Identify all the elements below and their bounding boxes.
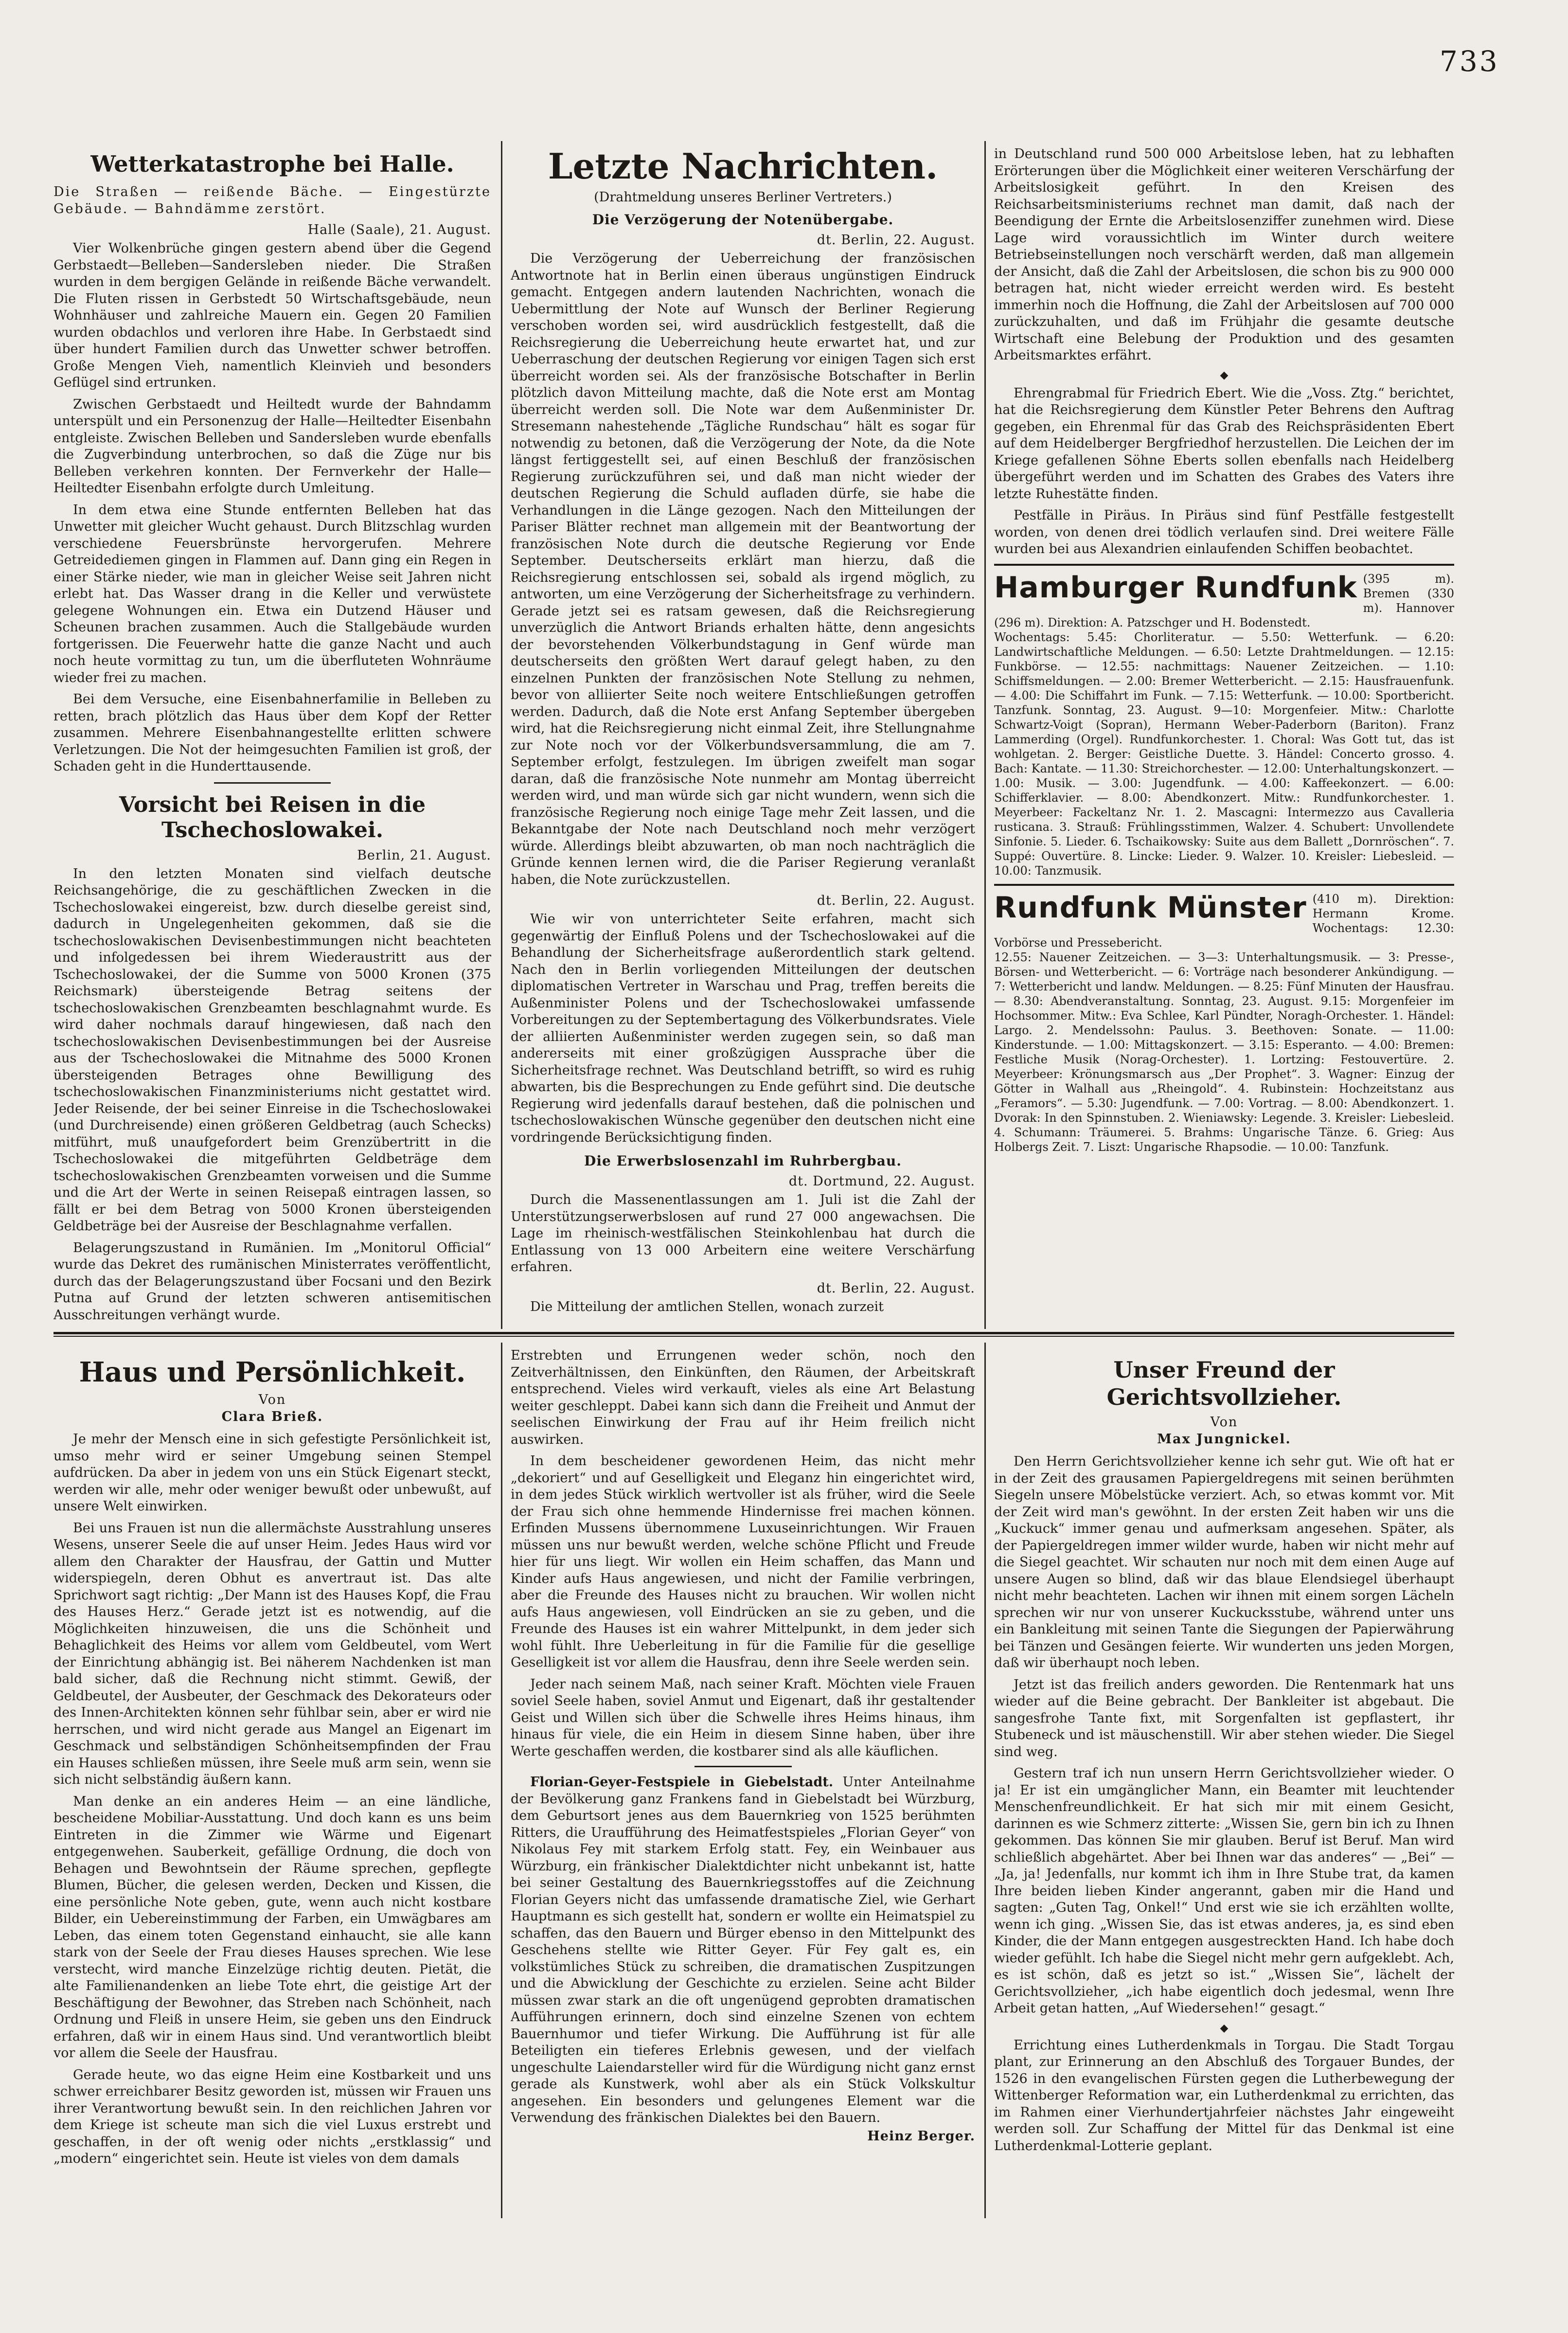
article-paragraph: Wie wir von unterrichteter Seite erfahren, macht sich gegenwärtig der Einfluß Polens und der Tschechoslowakei auf die Behandlung der Sicherheitsfrage außerordentlich stark geltend. Nach den in Berlin vorliegenden Mitteilungen der deutschen diplomatischen Vertreter in Warschau und Prag, treffen bereits die Außenminister Polens und der Tschechoslowakei umfassende Vorbereitungen zu der Septembertagung des Völkerbundsrates. Viele der alliierten Außenminister werden zugegen sein, so daß man andererseits mit einer großzügigen Aussprache über die Sicherheitsfrage rechnet. Was Deutschland betrifft, so wird es ruhig abwarten, bis die Besprechungen zu Ende geführt sind. Die deutsche Regierung wird jedenfalls darauf bestehen, daß die polnischen und tschechoslowakischen Wünsche gegenüber den deutschen nicht eine vordringende Berücksichtigung finden. <box>511 912 975 1145</box>
radio-program: Wochentags: 5.45: Chorliteratur. — 5.50: Wetterfunk. — 6.20: Landwirtschaftliche Meldungen. — 6.50: Letzte Drahtmeldungen. — 12.15: Funkbörse. — 12.55: nachmittags: Nauener Zeitzeichen. — 1.10: Schiffsmeldungen. — 2.00: Bremer Wetterbericht. — 2.15: Hausfrauenfunk. — 4.00: Die Schiffahrt im Funk. — 7.15: Wetterfunk. — 10.00: Sportbericht. Tanzfunk. Sonntag, 23. August. 9—10: Morgenfeier. Mitw.: Charlotte Schwartz-Voigt (Sopran), Hermann Weber-Paderborn (Bariton). Franz Lammerding (Orgel). Rundfunkorchester. 1. Choral: Was Gott tut, das ist wohlgetan. 2. Berger: Geistliche Duette. 3. Händel: Concerto grosso. 4. Bach: Kantate. — 11.30: Streichorchester. — 12.00: Unterhaltungskonzert. — 1.00: Musik. — 3.00: Jugendfunk. — 4.00: Kaffeekonzert. — 6.00: Schifferklavier. — 8.00: Abendkonzert. Mitw.: Rundfunkorchester. 1. Meyerbeer: Fackeltanz Nr. 1. 2. Mascagni: Intermezzo aus Cavalleria rusticana. 3. Strauß: Frühlingsstimmen, Walzer. 4. Schubert: Unvollendete Sinfonie. 5. Lieder. 6. Tschaikowsky: Suite aus dem Ballett „Dornröschen“. 7. Suppé: Ouvertüre. 8. Lincke: Lieder. 9. Walzer. 10. Kreisler: Liebesleid. — 10.00: Tanzmusik. <box>994 630 1454 878</box>
section-divider <box>53 1332 1454 1334</box>
article-paragraph: In dem bescheidener gewordenen Heim, das nicht mehr „dekoriert“ und auf Geselligkeit und Eleganz hin eingerichtet wird, in dem jedes Stück wirklich wertvoller ist als früher, wird die Seele der Frau sich ohne hemmende Hindernisse frei machen können. Erfinden Mussens übernommene Luxuseinrichtungen. Wir Frauen müssen uns nur bewußt werden, welche schöne Pflicht und Freude hier für uns liegt. Wir wollen ein Heim schaffen, das Mann und Kinder aufs Haus angewiesen, und nicht der Familie verbringen, aber die Freunde des Hauses nicht zu brauchen. Wir wollen nicht aufs Haus angewiesen, voll Eindrücken an sie zu geben, und die Freunde des Hauses ist ein wahrer Mittelpunkt, in dem jeder sich wohl fühlt. Ihre Ueberleitung in für die Familie für die gesellige Geselligkeit ist vor allem die Hausfrau, denn ihre Seele werden sein. <box>511 1454 975 1670</box>
article-paragraph: Die Mitteilung der amtlichen Stellen, wonach zurzeit <box>530 1299 884 1314</box>
radio-meta: (395 m). Bremen (330 m). Hannover (296 m). Direktion: A. Patzschger und H. Bodenstedt. <box>994 572 1454 629</box>
radio-title: Hamburger Rundfunk <box>994 571 1357 605</box>
subheadline-wire: (Drahtmeldung unseres Berliner Vertreters.) <box>594 190 892 205</box>
signature: Heinz Berger. <box>867 2128 975 2144</box>
article-paragraph: Belagerungszustand in Rumänien. Im „Monitorul Official“ wurde das Dekret des rumänischen Ministerrates veröffentlicht, durch das der Belagerungszustand über Focsani und den Bezirk Putna auf Grund der letzten schweren antisemitischen Ausschreitungen verhängt wurde. <box>53 1240 491 1323</box>
article-paragraph: Jeder nach seinem Maß, nach seiner Kraft. Möchten viele Frauen soviel Seele haben, soviel Anmut und Eigenart, daß ihr gestaltender Geist und Willen sich über die Schwelle ihres Heims hinaus, ihm hinaus für viele, die ein Heim in diesem Sinne haben, über ihre Werte geschaffen werden, die kostbarer sind als alle käuflichen. <box>511 1676 975 1759</box>
page-number: 733 <box>1440 45 1499 78</box>
byline-von: Von <box>1210 1415 1238 1430</box>
radio-program: 12.55: Nauener Zeitzeichen. — 3—3: Unterhaltungsmusik. — 3: Presse-, Börsen- und Wetterbericht. — 6: Vorträge nach besonderer Ankündigung. — 7: Wetterbericht und landw. Meldungen. — 8.25: Fünf Minuten der Hausfrau. — 8.30: Abendveranstaltung. Sonntag, 23. August. 9.15: Morgenfeier im Hochsommer. Mitw.: Eva Schlee, Karl Pündter, Noragh-Orchester. 1. Händel: Largo. 2. Mendelssohn: Paulus. 3. Beethoven: Sonate. — 11.00: Kinderstunde. — 1.00: Mittagskonzert. — 3.15: Esperanto. — 4.00: Bremen: Festliche Musik (Norag-Orchester). 1. Lortzing: Festouvertüre. 2. Meyerbeer: Krönungsmarsch aus „Der Prophet“. 3. Wagner: Einzug der Götter in Walhall aus „Rheingold“. 4. Rubinstein: Hochzeitstanz aus „Feramors“. — 5.30: Jugendfunk. — 7.00: Vortrag. — 8.00: Abendkonzert. 1. Dvorak: In den Spinnstuben. 2. Wieniawsky: Legende. 3. Kreisler: Liebesleid. 4. Schumann: Träumerei. 5. Brahms: Ungarische Tänze. 6. Grieg: Aus Holbergs Zeit. 7. Liszt: Ungarische Rhapsodie. — 10.00: Tanzfunk. <box>994 950 1454 1154</box>
section-title: Die Verzögerung der Notenübergabe. <box>592 212 894 228</box>
column-rule <box>501 141 502 1329</box>
column-1 <box>53 146 491 1328</box>
article-paragraph: Erstrebten und Errungenen weder schön, noch den Zeitverhältnissen, den Einkünften, den Räumen, der Arbeitskraft entsprechend. Vieles wird verkauft, vieles als eine Art Belastung weiter geschleppt. Dabei kann sich dann die Freiheit und Anmut der seelischen Einwirkung der Frau auf ihr Heim freilich nicht auswirken. <box>511 1348 975 1447</box>
festival-article <box>511 1774 975 2127</box>
headline-house: Haus und Persönlichkeit. <box>79 1356 466 1388</box>
article-paragraph: Gestern traf ich nun unsern Herrn Gerichtsvollzieher wieder. O ja! Er ist ein umgänglicher Mann, ein Beamter mit leuchtender Menschenfreundlichkeit. Er hat sich mir mit einem Gesicht, darinnen es wie Schmerz zitterte: „Wissen Sie, gern bin ich zu Ihnen gekommen. Das können Sie mir glauben. Beruf ist Beruf. Man wird schließlich abgehärtet. Aber bei Ihnen war das anderes“ — „Bei“ — „Ja, ja! Jedenfalls, nur kommt ich ihm in Ihre Stube trat, da kamen Ihre beiden lieben Kinder angerannt, gaben mir die Hand und sagten: „Guten Tag, Onkel!“ Und erst wie sie ich erzählten wollte, wenn ich ging. „Wissen Sie, das ist etwas anderes, ja, es sind eben Kinder, die der Mann entgegen ausgestreckten Hand. Ich habe doch wieder gefühlt. Ich habe die Siegel nicht mehr gern aufgeklebt. Ach, es ist schön, daß es jetzt so ist.“ „Wissen Sie“, lächelt der Gerichtsvollzieher, „ich habe eigentlich doch jedesmal, wenn Ihre Arbeit getan hatten, „Auf Wiedersehen!“ gesagt.“ <box>994 1766 1454 2016</box>
box-rule <box>994 564 1454 566</box>
article-paragraph: Bei dem Versuche, eine Eisenbahnerfamilie in Belleben zu retten, brach plötzlich das Haus über dem Kopf der Retter zusammen. Mehrere Eisenbahnangestellte erlitten schwere Verletzungen. Die Not der heimgesuchten Familien ist groß, der Schaden geht in die Hunderttausende. <box>53 692 491 774</box>
headline-weather: Wetterkatastrophe bei Halle. <box>90 151 454 177</box>
article-paragraph: Pestfälle in Piräus. In Piräus sind fünf Pestfälle festgestellt worden, von denen drei tödlich verlaufen sind. Drei weitere Fälle wurden bei aus Alexandrien einlaufenden Schiffen beobachtet. <box>994 508 1454 556</box>
radio-muenster <box>994 892 1454 1154</box>
article-paragraph: Den Herrn Gerichtsvollzieher kenne ich sehr gut. Wie oft hat er in der Zeit des grausamen Papiergeldregens mit seinen berühmten Siegeln unsere Möbelstücke verziert. Ach, so etwas kommt vor. Mit der Zeit wird man's gewöhnt. In der ersten Zeit haben wir uns die „Kuckuck“ immer genau und aufmerksam angesehen. Später, als der Papiergeldregen immer wilder wurde, haben wir nicht mehr auf die Siegel geachtet. Wir schauten nur noch mit dem einen Auge auf unsere Augen so blind, daß wir das blaue Elendsiegel überhaupt nicht mehr beachteten. Lachen wir ihnen mit einem sorgen Lächeln sprechen wir nur von unserer Kuckucksstube, während unter uns ein Bankleitung mit seinen Tante die Siegungen der Papierwährung bei Tänzen und Gesängen feierte. Wir wunderten uns jeden Morgen, daß wir überhaupt noch leben. <box>994 1454 1454 1670</box>
author-name: Clara Brieß. <box>221 1409 323 1424</box>
article-paragraph: Durch die Massenentlassungen am 1. Juli ist die Zahl der Unterstützungserwerbslosen auf rund 27 000 angewachsen. Die Lage im rheinisch-westfälischen Steinkohlenbau hat durch die Entlassung von 13 000 Arbeitern eine weitere Verschärfung erfahren. <box>511 1192 975 1274</box>
article-paragraph: Zwischen Gerbstaedt und Heiltedt wurde der Bahndamm unterspült und ein Personenzug der Halle—Heiltedter Eisenbahn entgleiste. Zwischen Belleben und Sandersleben wurde ebenfalls die Zugverbindung unterbrochen, so daß die Züge nur bis Belleben verkehren konnten. Der Fernverkehr der Halle—Heiltedter Eisenbahn erfolgte durch Umleitung. <box>53 396 491 496</box>
dateline: dt. Berlin, 22. August. <box>817 1280 975 1296</box>
dateline-travel: Berlin, 21. August. <box>357 847 491 863</box>
article-paragraph: In dem etwa eine Stunde entfernten Belleben hat das Unwetter mit gleicher Wucht gehaust. Durch Blitzschlag wurden verschiedene Feuersbrünste hervorgerufen. Mehrere Getreidediemen gingen in Flammen auf. Dann ging ein Regen in einer Stärke nieder, wie man in gleicher Weise seit Jahren nicht erlebt hat. Das Wasser drang in die Keller und verwüstete gelegene Wohnungen ein. Etwa ein Dutzend Häuser und Scheunen brachen zusammen. Auch die Stallgebäude wurden fortgerissen. Die Feuerwehr hatte die ganze Nacht und auch noch heute vormittag zu tun, um die überfluteten Wohnräume wieder frei zu machen. <box>53 502 491 685</box>
feuilleton-column-2 <box>511 1347 975 2218</box>
box-rule <box>994 884 1454 886</box>
article-paragraph: Die Verzögerung der Ueberreichung der französischen Antwortnote hat in Berlin einen überaus ungünstigen Eindruck gemacht. Entgegen andern lautenden Nachrichten, wonach die Uebermittlung der Note auf Wunsch der Berliner Regierung verschoben worden sei, wird ausdrücklich festgestellt, daß die Reichsregierung die Ueberreichung heute erwartet hat, und zur Ueberraschung der deutschen Regierung vor einigen Tagen sich erst überreicht worden sei. Als der französische Botschafter in Berlin plötzlich davon Mitteilung machte, daß die Note erst am Montag überreicht werden soll. Die Note war dem Außenminister Dr. Stresemann nahestehende „Tägliche Rundschau“ hält es sogar für notwendig zu betonen, daß die Verzögerung der Note, da die Note längst fertiggestellt sei, auf einen Beschluß der französischen Regierung zurückzuführen sei, und daß man nicht wieder der deutschen Regierung die Schuld aufladen dürfe, sie habe die Verhandlungen in die Länge gezogen. Nach den Mitteilungen der Pariser Blätter rechnet man allgemein mit der Beantwortung der französischen Note durch die deutsche Regierung vor Ende September. Deutscherseits erklärt man hierzu, daß die Reichsregierung entschlossen sei, sobald als irgend möglich, zu antworten, um eine Verzögerung der Sicherheitsfrage zu verhindern. Gerade jetzt sei es ratsam gewesen, daß die Reichsregierung unverzüglich die Antwort Briands erhalten hätte, denn angesichts der bevorstehenden Völkerbundstagung in Genf würde man deutscherseits den größten Wert darauf gelegt haben, zu den einzelnen Punkten der französischen Note Stellung zu nehmen, bevor von alliierter Seite noch weitere Entschließungen getroffen werden. Dadurch, daß die Note erst Anfang September übergeben wird, hat die Reichsregierung nicht einmal Zeit, ihre Stellungnahme zur Note noch vor der Völkerbundsversammlung, die am 7. September erfolgt, festzulegen. Im übrigen zweifelt man sogar daran, daß die französische Note nunmehr am Montag überreicht werden wird, und man würde sich gar nicht wundern, wenn sich die französische Regierung noch einige Tage mehr Zeit lassen, und die Bekanntgabe der Note nach Deutschland noch mehr verzögert würde. Allerdings bleibt abzuwarten, ob man noch nachträglich die Gründe kennen lernen wird, die die Pariser Regierung veranlaßt haben, die Note zurückzustellen. <box>511 251 975 887</box>
feuilleton-column-1 <box>53 1347 491 2218</box>
section-title: Die Erwerbslosenzahl im Ruhrbergbau. <box>584 1153 902 1169</box>
festival-title: Florian-Geyer-Festspiele in Giebelstadt. <box>530 1775 834 1790</box>
subhead-weather: Die Straßen — reißende Bäche. — Eingestürzte Gebäude. — Bahndämme zerstört. <box>53 184 491 216</box>
column-rule <box>501 1343 502 2218</box>
separator-rule <box>695 1766 792 1767</box>
article-paragraph: Gerade heute, wo das eigne Heim eine Kostbarkeit und uns schwer erreichbarer Besitz geworden ist, müssen wir Frauen uns ihrer Verantwortung bewußt sein. In den reichlichen Jahren vor dem Kriege ist scheute man sich die viel Luxus erstrebt und geschaffen, in der oft wenig oder nichts „erstklassig“ und „modern“ eingerichtet sein. Heute ist vieles von dem damals <box>53 2067 491 2166</box>
dateline-weather: Halle (Saale), 21. August. <box>307 222 491 237</box>
article-paragraph: Vier Wolkenbrüche gingen gestern abend über die Gegend Gerbstaedt—Belleben—Sandersleben nieder. Die Straßen wurden in dem bergigen Gelände in reißende Bäche verwandelt. Die Fluten rissen in Gerbstedt 50 Wirtschaftsgebäude, neun Wohnhäuser und zahlreiche Mauern ein. Gegen 20 Familien wurden obdachlos und verloren ihre Habe. In Gerbstaedt sind über hundert Familien durch das Unwetter schwer betroffen. Große Mengen Vieh, namentlich Kleinvieh und besonders Geflügel sind ertrunken. <box>53 241 491 390</box>
article-paragraph: Je mehr der Mensch eine in sich gefestigte Persönlichkeit ist, umso mehr wird er seiner Umgebung seinen Stempel aufdrücken. Da aber in jedem von uns ein Stück Eigenart steckt, werden wir alle, mehr oder weniger bewußt oder unbewußt, auf unsere Welt einwirken. <box>53 1432 491 1514</box>
article-paragraph: in Deutschland rund 500 000 Arbeitslose leben, hat zu lebhaften Erörterungen über die Möglichkeit einer weiteren Verschärfung der Arbeitslosigkeit geführt. In den Kreisen des Reichsarbeitsministeriums rechnet man damit, daß nach der Beendigung der Ernte die Arbeitslosenziffer zunehmen wird. Diese Lage wird voraussichtlich im Winter durch weitere Betriebseinstellungen noch verschärft werden, daß man allgemein der Ansicht, daß die Zahl der Arbeitslosen, die schon bis zu 900 000 betragen hat, nicht wieder erreicht werden wird. Es besteht immerhin noch die Hoffnung, die Zahl der Arbeitslosen auf 700 000 zurückzuhalten, und daß im Frühjahr die gesamte deutsche Wirtschaft eine Belebung der Produktion und des gesamten Arbeitsmarktes erfährt. <box>994 146 1454 363</box>
festival-text: Unter Anteilnahme der Bevölkerung ganz Frankens fand in Giebelstadt bei Würzburg, dem Geburtsort jenes aus dem Bauernkrieg von 1525 berühmten Ritters, die Uraufführung des Heimatfestspieles „Florian Geyer“ von Nikolaus Fey mit starkem Erfolg statt. Fey, ein Weinbauer aus Würzburg, ein fränkischer Dialektdichter nicht unbekannt ist, hatte bei seiner Gestaltung des Bauernkriegsstoffes auf die Zeichnung Florian Geyers nicht das umfassende dramatische Ziel, wie Gerhart Hauptmann es sich gestellt hat, sondern er wollte ein Heimatspiel zu schaffen, das den Bauern und Bürger ebenso in den Mittelpunkt des Geschehens stellte wie Ritter Geyer. Für Fey galt es, ein volkstümliches Stück zu schreiben, die dramatischen Zuspitzungen und die Abwicklung der Geschichte zu erzielen. Seine acht Bilder müssen zwar stark an die oft ungenügend geprobten dramatischen Aufführungen erinnern, doch sind einzelne Szenen von echtem Bauernhumor und tiefer Wirkung. Die Aufführung ist für alle Beteiligten ein tieferes Erlebnis gewesen, und der vielfach ungeschulte Laiendarsteller wird für die Würdigung nicht ganz ernst gerade als Kunstwerk, wohl aber als ein Stück Volkskultur angesehen. Ein besonders und gelungenes Element war die Verwendung des fränkischen Dialektes bei den Bauern. <box>511 1775 975 2125</box>
headline-latest-news: Letzte Nachrichten. <box>548 146 938 187</box>
article-paragraph: Bei uns Frauen ist nun die allermächste Ausstrahlung unseres Wesens, unserer Seele die auf unser Heim. Jedes Haus wird vor allem den Charakter der Hausfrau, der Gattin und Mutter widerspiegeln, deren Obhut es anvertraut ist. Das alte Sprichwort sagt richtig: „Der Mann ist des Hauses Kopf, die Frau des Hauses Herz.“ Gerade jetzt ist es notwendig, auf die Möglichkeiten hinzuweisen, die uns die Schönheit und Behaglichkeit des Heims vor allem vom Geldbeutel, vom Wert der Einrichtung abhängig ist. Bei näherem Nachdenken ist man bald sicher, daß die Rechnung nicht stimmt. Gewiß, der Geldbeutel, der Ausbeuter, der Geschmack des Dekorateurs oder des Innen-Architekten können sehr fühlbar sein, aber er wird nie herrschen, und wird nicht gerade aus Mangel an Eigenart im Geschmack und selbständigen Schönheitsempfinden der Frau ein Hauses schließen müssen, ihre Seele muß arm sein, wenn sie sich nicht selbständig äußern kann. <box>53 1520 491 1787</box>
dateline: dt. Dortmund, 22. August. <box>788 1174 975 1189</box>
dateline: dt. Berlin, 22. August. <box>817 893 975 908</box>
headline-bailiff: Unser Freund der Gerichtsvollzieher. <box>1106 1357 1342 1410</box>
byline-von: Von <box>258 1392 286 1407</box>
radio-meta: (410 m). Direktion: Hermann Krome. Wochentags: 12.30: Vorbörse und Pressebericht. <box>994 892 1454 950</box>
article-paragraph: Errichtung eines Lutherdenkmals in Torgau. Die Stadt Torgau plant, zur Erinnerung an den Abschluß des Torgauer Bundes, der 1526 in den evangelischen Fürsten gegen die Lutherbewegung der Wittenberger Reformation war, ein Lutherdenkmal zu errichten, das im Rahmen einer Vierhundertjahrfeier nächstes Jahr eingeweiht werden soll. Zur Schaffung der Mittel für das Denkmal ist eine Lutherdenkmal-Lotterie geplant. <box>994 2037 1454 2154</box>
ornament-divider: ◆ <box>1220 2022 1229 2034</box>
feuilleton-column-3 <box>994 1347 1454 2218</box>
column-rule <box>984 141 986 1329</box>
radio-title: Rundfunk Münster <box>994 891 1307 925</box>
headline-travel: Vorsicht bei Reisen in die Tschechoslowakei. <box>119 792 426 843</box>
radio-hamburg <box>994 572 1454 878</box>
ornament-divider: ◆ <box>1220 369 1229 381</box>
article-paragraph: Jetzt ist das freilich anders geworden. Die Rentenmark hat uns wieder auf die Beine gebracht. Der Bankleiter ist abgebaut. Die sangesfrohe Tante fixt, mit Sorgenfalten ist gepflastert, ihr Stubeneck und ist mäuschenstill. Wir aber stehen wieder. Die Siegel sind weg. <box>994 1677 1454 1759</box>
article-paragraph: Man denke an ein anderes Heim — an eine ländliche, bescheidene Mobiliar-Ausstattung. Und doch kann es uns beim Eintreten in die Zimmer wie Wärme und Eigenart entgegenwehen. Sauberkeit, gefällige Ordnung, die doch von Behagen und Bewohntsein der Räume sprechen, gepflegte Blumen, Bücher, die gelesen werden, Decken und Kissen, die eine persönliche Note geben, gute, wenn auch nicht kostbare Bilder, ein Uebereinstimmung der Farben, ein Umwägbares am Leben, das einem toten Gegenstand einhaucht, sie alle kann stark von der Seele der Frau dieses Hauses sprechen. Wie lese verstecht, wird manche Einzelzüge richtig deuten. Pietät, die alte Familienandenken an liebe Tote ehrt, die geistige Art der Beschäftigung der Bewohner, das Streben nach Schönheit, nach Ordnung und Fleiß in unsere Heim, sie geben uns den Eindruck erfahren, daß wir in einem Haus sind. Und verantwortlich bleibt vor allem die Seele der Hausfrau. <box>53 1794 491 2061</box>
column-2 <box>511 146 975 1328</box>
column-rule <box>984 1343 986 2218</box>
column-3 <box>994 146 1454 1328</box>
section-divider <box>53 1336 1454 1337</box>
author-name: Max Jungnickel. <box>1157 1432 1291 1447</box>
dateline: dt. Berlin, 22. August. <box>817 233 975 248</box>
article-paragraph: In den letzten Monaten sind vielfach deutsche Reichsangehörige, die zu geschäftlichen Zwecken in die Tschechoslowakei eingereist, bzw. durch dieselbe gereist sind, dadurch in Ungelegenheiten gekommen, daß sie die tschechoslowakischen Devisenbestimmungen nicht beachteten und infolgedessen bei ihrem Wiederaustritt aus der Tschechoslowakei, der die Summe von 5000 Kronen (375 Reichsmark) übersteigende Betrag seitens der tschechoslowakischen Grenzbeamten beschlagnahmt wurde. Es wird daher nochmals darauf hingewiesen, daß nach den tschechoslowakischen Devisenbestimmungen bei der Ausreise aus der Tschechoslowakei die Mitnahme des 5000 Kronen übersteigenden Betrages ohne Bewilligung des tschechoslowakischen Finanzministeriums nicht gestattet wird. Jeder Reisende, der bei seiner Einreise in die Tschechoslowakei (und Durchreisende) einen größeren Geldbetrag (auch Schecks) mitführt, muß unaufgefordert beim Grenzübertritt in die Tschechoslowakei die mitgeführten Geldbeträge dem tschechoslowakischen Grenzbeamten vorweisen und die Summe und die Art der Werte in seinen Reisepaß eintragen lassen, so fällt er bei dem Betrag von 5000 Kronen übersteigenden Geldbeträge bei der Ausreise der Beschlagnahme verfallen. <box>53 866 491 1234</box>
article-paragraph: Ehrengrabmal für Friedrich Ebert. Wie die „Voss. Ztg.“ berichtet, hat die Reichsregierung dem Künstler Peter Behrens den Auftrag gegeben, ein Ehrenmal für das Grab des Reichspräsidenten Ebert auf dem Heidelberger Bergfriedhof herzustellen. Die Leichen der im Kriege gefallenen Söhne Eberts sollen ebenfalls nach Heidelberg übergeführt werden und im Schatten des Grabes des Vaters ihre letzte Ruhestätte finden. <box>994 385 1454 502</box>
separator-rule <box>214 782 331 784</box>
